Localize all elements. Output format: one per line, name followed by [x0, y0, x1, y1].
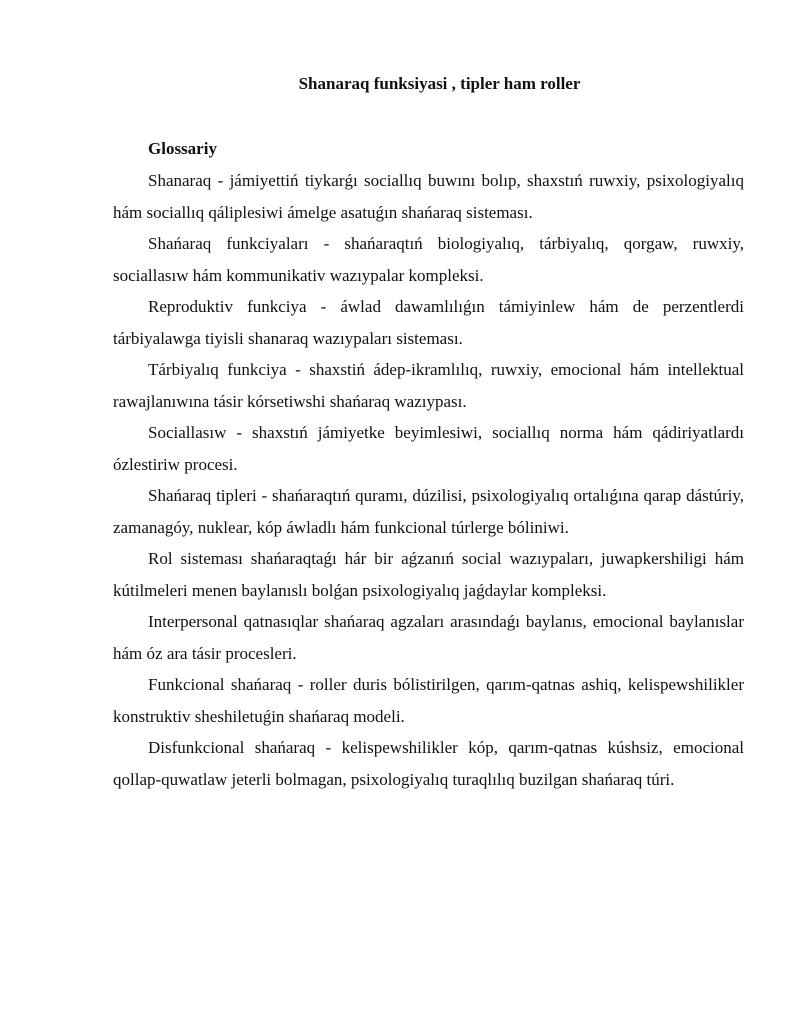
glossary-paragraph: Disfunkcional shańaraq - kelispewshilikler kóp, qarım-qatnas kúshsiz, emocional qollap-quwatlaw jeterli bolmagan, psixologiyalıq turaqlılıq buzilgan shańaraq túri.: [113, 738, 744, 789]
glossary-paragraph: Shańaraq funkciyaları - shańaraqtıń biologiyalıq, tárbiyalıq, qorgaw, ruwxiy, sociallasıw hám kommunikativ wazıypalar kompleksi.: [113, 234, 744, 285]
glossary-paragraph: Reproduktiv funkciya - áwlad dawamlılıǵın támiyinlew hám de perzentlerdi tárbiyalawga tiyisli shanaraq wazıypaları sisteması.: [113, 297, 744, 348]
section-heading: Glossariy: [148, 139, 217, 158]
glossary-paragraph: Funkcional shańaraq - roller duris bólistirilgen, qarım-qatnas ashiq, kelispewshilikler konstruktiv sheshiletuǵin shańaraq modeli.: [113, 675, 744, 726]
glossary-paragraph: Shanaraq - jámiyettiń tiykarǵı sociallıq buwını bolıp, shaxstıń ruwxiy, psixologiyalıq hám sociallıq qáliplesiwi ámelge asatuǵın shańaraq sisteması.: [113, 171, 744, 222]
glossary-paragraph: Sociallasıw - shaxstıń jámiyetke beyimlesiwi, sociallıq norma hám qádiriyatlardı ózlestiriw procesi.: [113, 423, 744, 474]
document-title: Shanaraq funksiyasi , tipler ham roller: [298, 74, 581, 93]
glossary-paragraph: Tárbiyalıq funkciya - shaxstiń ádep-ikramlılıq, ruwxiy, emocional hám intellektual rawajlanıwına tásir kórsetiwshi shańaraq wazıypası.: [113, 360, 744, 411]
glossary-paragraph: Rol sisteması shańaraqtaǵı hár bir aǵzanıń social wazıypaları, juwapkershiligi hám kútilmeleri menen baylanıslı bolǵan psixologiyalıq jaǵdaylar kompleksi.: [113, 549, 744, 600]
glossary-paragraph: Shańaraq tipleri - shańaraqtıń quramı, dúzilisi, psixologiyalıq ortalıǵına qarap dástúriy, zamanagóy, nuklear, kóp áwladlı hám funkcional túrlerge bóliniwi.: [113, 486, 744, 537]
glossary-paragraph: Interpersonal qatnasıqlar shańaraq agzaları arasındaǵı baylanıs, emocional baylanıslar hám óz ara tásir procesleri.: [113, 612, 744, 663]
